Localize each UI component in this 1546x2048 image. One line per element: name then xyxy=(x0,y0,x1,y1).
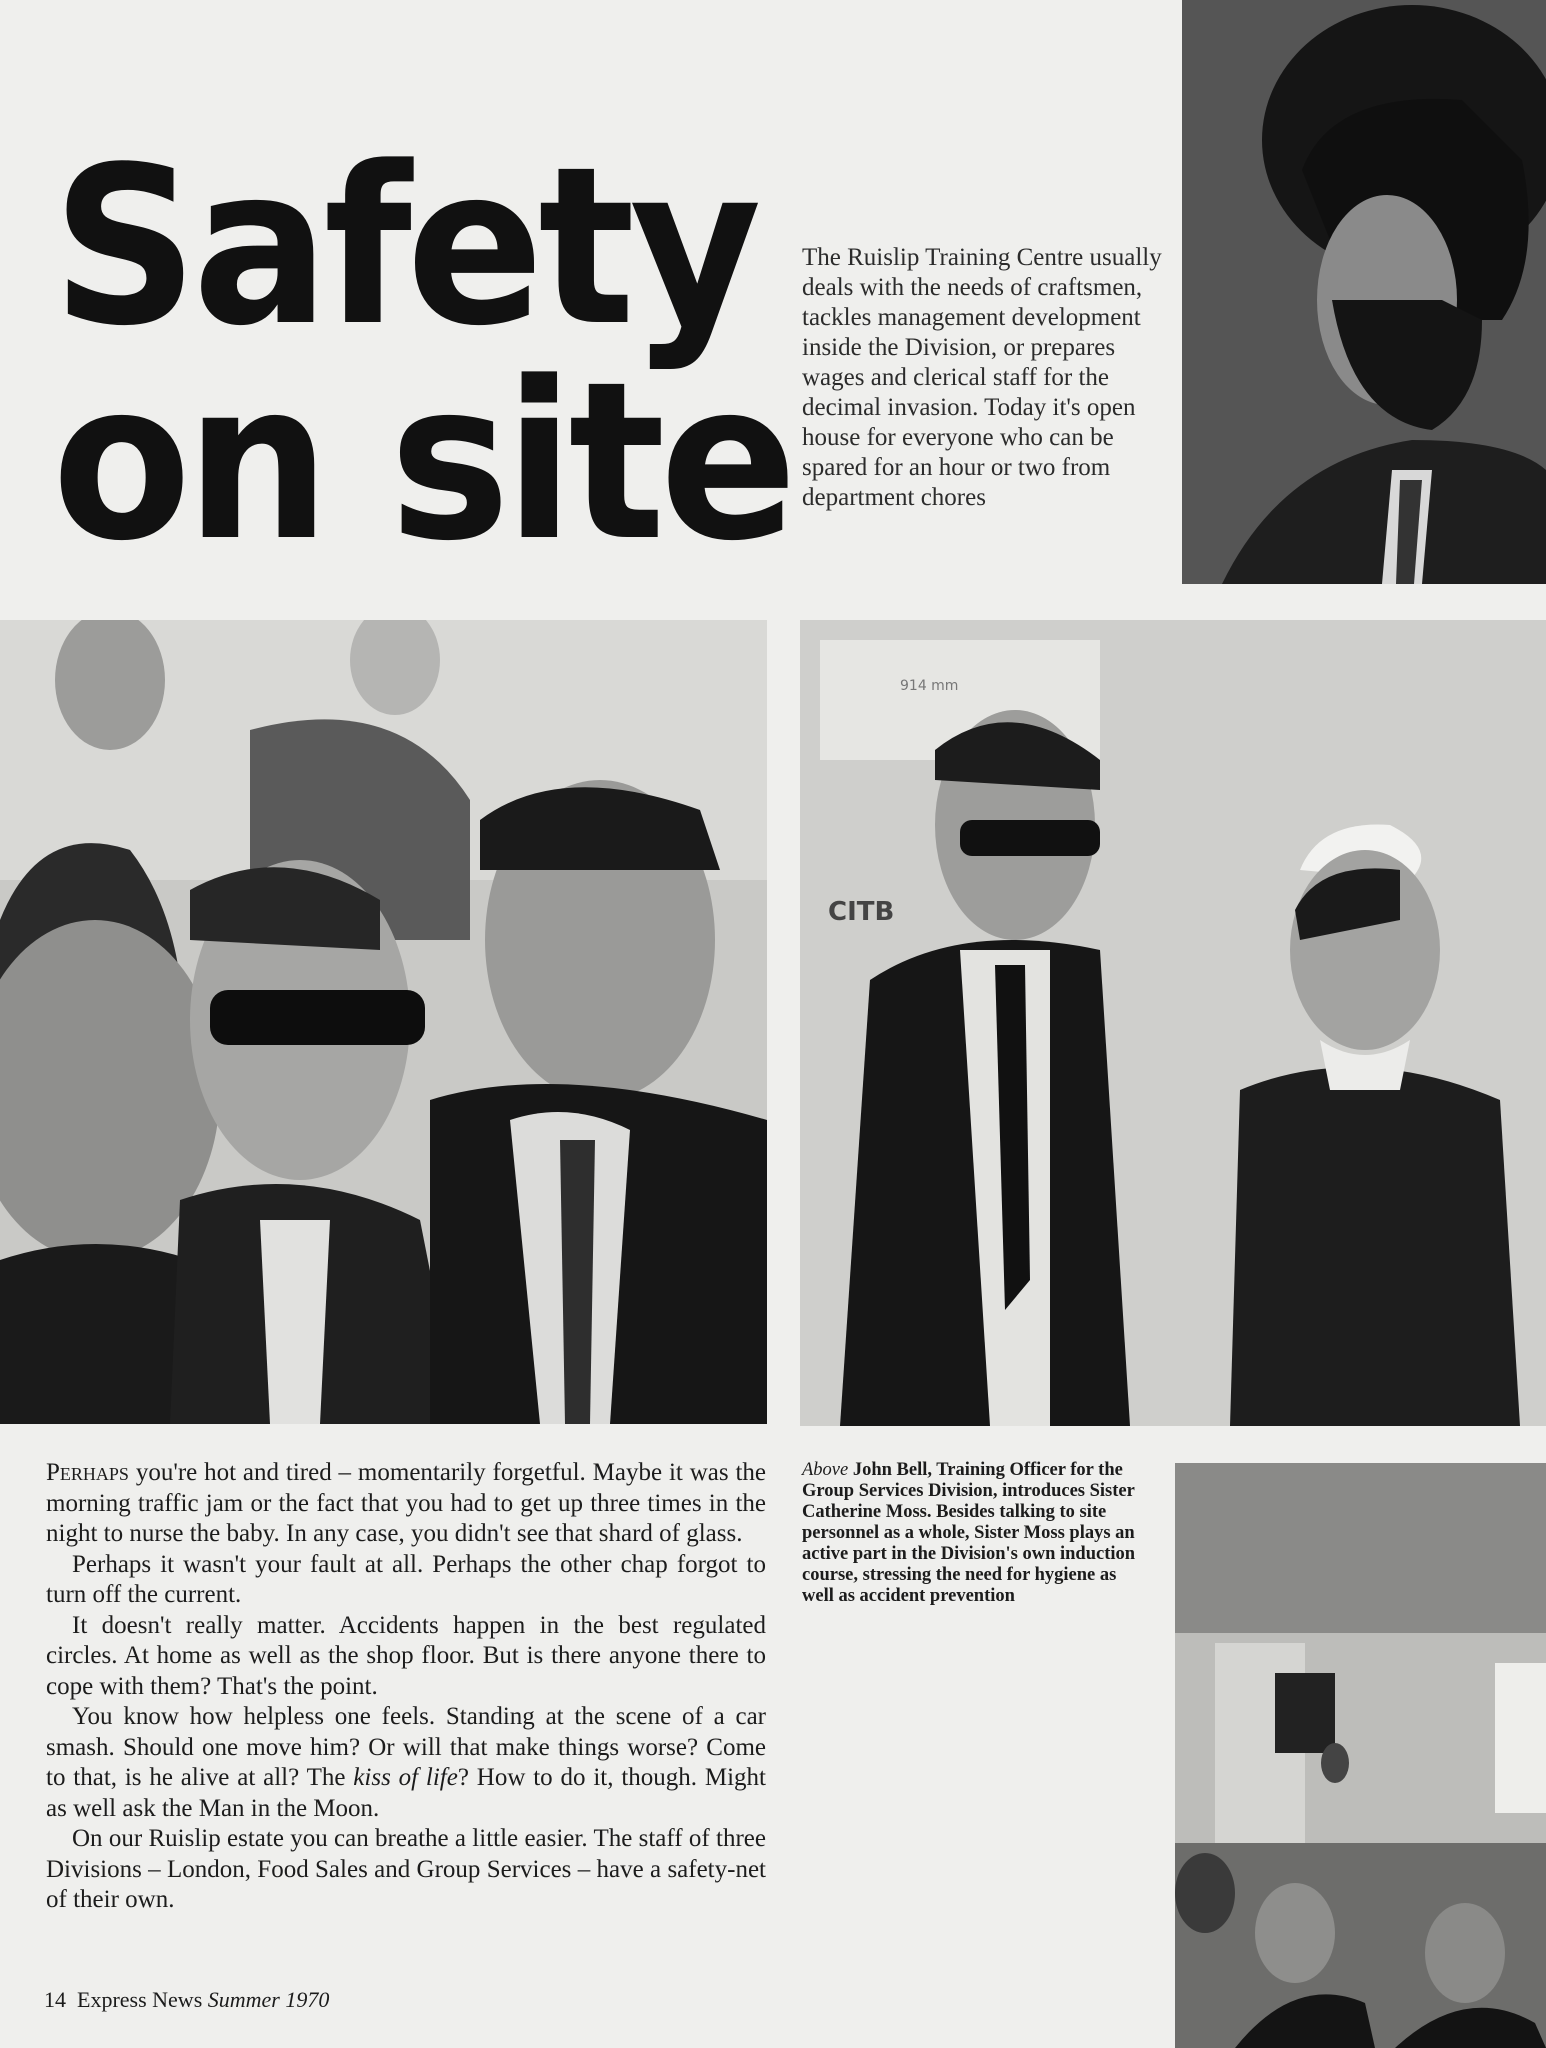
photo-turbaned-man xyxy=(1182,0,1546,584)
caption-lead: Above xyxy=(802,1460,849,1480)
photo-john-bell-sister-moss xyxy=(800,620,1546,1426)
body-paragraph-4-text-a: You know how helpless one feels. Standing at the scene of a car smash. Should one move him? Or will that make things worse? Come to that, is he alive at all? The xyxy=(46,1703,766,1791)
body-paragraph-3: It doesn't really matter. Accidents happen in the best regulated circles. At home as well as the shop floor. But is there anyone there to cope with them? That's the point. xyxy=(46,1611,766,1700)
body-paragraph-1-text: you're hot and tired – momentarily forgetful. Maybe it was the morning traffic jam or the fact that you had to get up three times in the night to nurse the baby. In any case, you didn't see that shard of glass. xyxy=(46,1459,767,1547)
photo-training-room xyxy=(1175,1463,1546,2048)
photo-training-room-image xyxy=(1175,1463,1546,2048)
body-paragraph-4 xyxy=(46,1702,766,1824)
chart-label: 914 mm xyxy=(900,678,959,694)
photo-audience-men-image xyxy=(0,620,767,1424)
photo-turbaned-man-image xyxy=(1182,0,1546,584)
headline-line-2: on site xyxy=(52,336,792,589)
citb-wall-sign: CITB xyxy=(828,897,895,927)
body-paragraph-4-text-b: ? How to do it, though. Might as well ask the Man in the Moon. xyxy=(46,1764,766,1822)
body-paragraph-2: Perhaps it wasn't your fault at all. Perhaps the other chap forgot to turn off the current. xyxy=(46,1550,766,1608)
photo-audience-men xyxy=(0,620,767,1424)
photo-john-bell-sister-moss-image xyxy=(800,620,1546,1426)
publication-name: Express News xyxy=(77,1987,203,2012)
body-lead-word: Perhaps xyxy=(46,1459,129,1486)
caption-text: John Bell, Training Officer for the Group Services Division, introduces Sister Catherine Moss. Besides talking to site personnel as a whole, Sister Moss plays an active part in the Division's own induction course, stressing the need for hygiene as well as accident prevention xyxy=(802,1460,1136,1606)
body-paragraph-5: On our Ruislip estate you can breathe a little easier. The staff of three Divisions – London, Food Sales and Group Services – have a safety-net of their own. xyxy=(46,1825,766,1913)
headline-line-1: Safety xyxy=(52,121,757,374)
intro-text: The Ruislip Training Centre usually deals with the needs of craftsmen, tackles management development inside the Division, or prepares wages and clerical staff for the decimal invasion. Today it's open house for everyone who can be spared for an hour or two from department chores xyxy=(802,244,1162,511)
body-paragraph-1 xyxy=(46,1458,766,1550)
page-number: 14 xyxy=(44,1987,66,2012)
issue-date: Summer 1970 xyxy=(207,1987,330,2012)
page-footer xyxy=(44,1987,329,2013)
photo-caption xyxy=(802,1460,1147,1607)
article-body xyxy=(46,1458,766,1916)
body-paragraph-4-italic: kiss of life xyxy=(353,1764,458,1791)
headline xyxy=(52,121,792,589)
